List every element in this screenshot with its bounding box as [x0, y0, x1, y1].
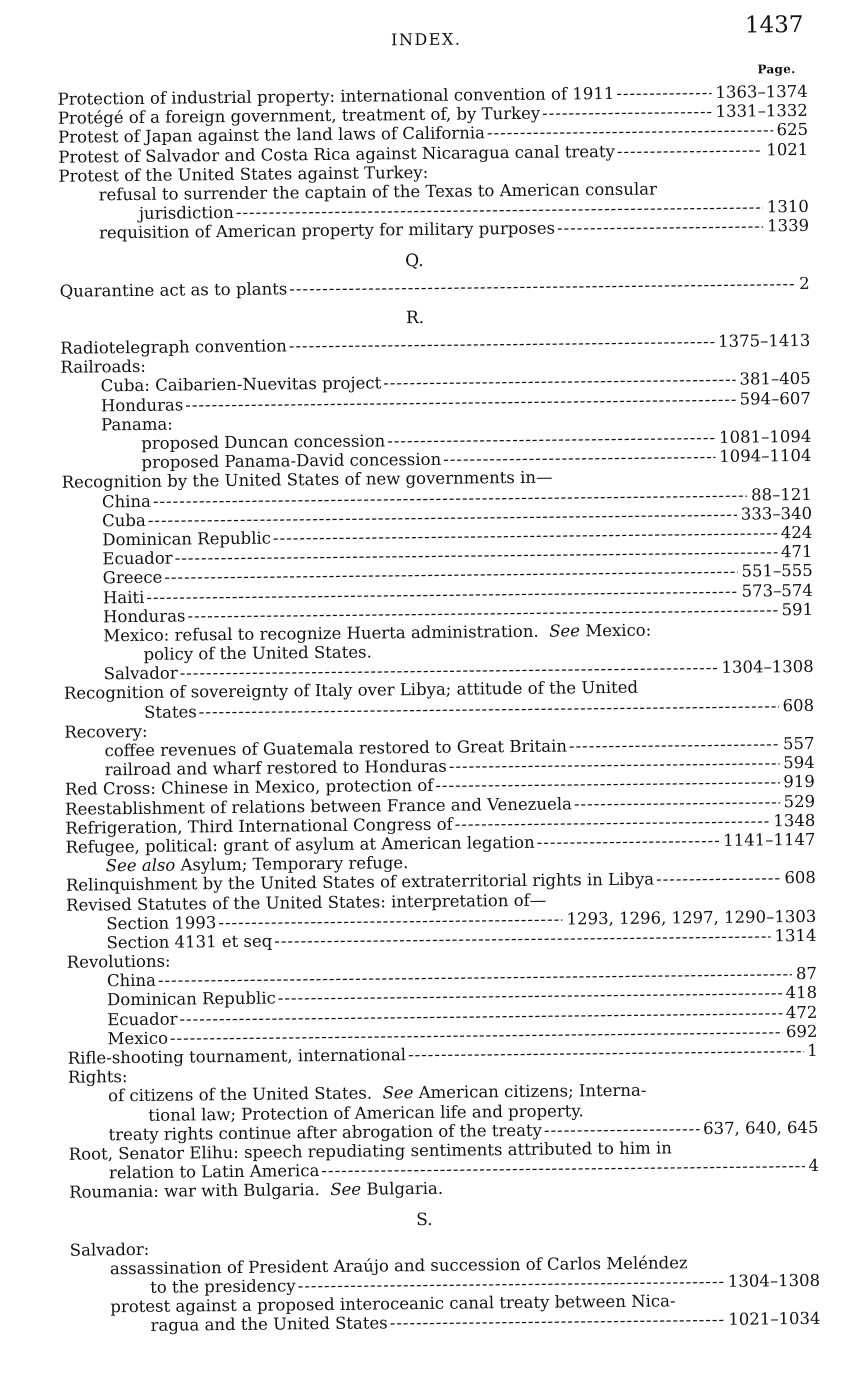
page-reference: 637, 640, 645 [702, 1117, 819, 1138]
entry-text: Ecuador [107, 1009, 178, 1029]
see-reference: See [330, 1179, 362, 1200]
entry-text: Greece [102, 568, 163, 588]
entry-text: Refugee, political: grant of asylum at American legation [65, 832, 535, 857]
page-reference: 1021 [766, 139, 809, 159]
row-filler [688, 1267, 820, 1268]
entry-text: relation to Latin America [108, 1161, 320, 1183]
entry-text: Revolutions: [66, 951, 171, 972]
page-reference: 573–574 [741, 580, 813, 601]
entry-text: Refrigeration, Third International Congress of [65, 814, 453, 838]
entry-text: Dominican Republic [107, 988, 276, 1010]
see-reference: See [549, 621, 581, 641]
page-reference: 87 [795, 964, 817, 984]
entry-text: treaty rights continue after abrogation of the treaty [108, 1120, 543, 1145]
entry-text: Rights: [67, 1067, 128, 1087]
entry-text: States [144, 701, 197, 722]
dot-leader [289, 274, 795, 298]
entry-text: railroad and wharf restored to Honduras [104, 756, 447, 780]
page-reference: 1348 [773, 810, 816, 831]
entry-text: Protection of industrial property: international convention of 1911 [57, 83, 615, 109]
letter-heading-s: S. [416, 1209, 433, 1230]
entry-text: Protégé of a foreign government, treatment of, by Turkey [57, 103, 541, 128]
entry-text: China [101, 491, 151, 511]
entry-text: Haiti [102, 587, 145, 607]
page-reference: 1314 [774, 925, 817, 946]
page-reference: 471 [780, 542, 813, 562]
page-reference: 557 [782, 733, 815, 754]
entry-text: Railroads: [60, 357, 147, 377]
row-filler [672, 1152, 819, 1154]
entry-text: of citizens of the United States. [108, 1083, 373, 1106]
page-reference: 594–607 [739, 388, 811, 409]
entry-text: protest against a proposed interoceanic canal treaty between Nica- [110, 1291, 676, 1317]
letter-heading-q: Q. [405, 250, 424, 271]
page-reference: 418 [785, 983, 818, 1003]
page-reference: 692 [785, 1021, 818, 1041]
entry-text: Dominican Republic [102, 528, 272, 550]
entry-text: Radiotelegraph convention [60, 336, 287, 358]
page-reference: 1293, 1296, 1297, 1290–1303 [566, 906, 817, 929]
page-reference: 529 [783, 791, 816, 811]
entry-text: Rifle-shooting tournament, international [67, 1045, 407, 1068]
page-reference: 1094–1104 [719, 446, 812, 467]
entry-text: policy of the United States. [143, 642, 372, 664]
row-filler [638, 691, 814, 693]
page-reference: 472 [785, 1002, 818, 1022]
entry-text: assassination of President Araújo and succession of Carlos Meléndez [109, 1253, 688, 1279]
see-reference: See also [105, 855, 176, 876]
entry-text: refusal to surrender the captain of the Texas to American consular [98, 179, 658, 205]
page-reference: 1304–1308 [721, 657, 814, 678]
entry-text: proposed Duncan concession [141, 431, 386, 453]
entry-text: Panama: [100, 414, 173, 435]
entry-text: Relinquishment by the United States of extraterritorial rights in Libya [65, 869, 655, 896]
entry-text: Red Cross: Chinese in Mexico, protection of [64, 776, 434, 800]
entry-text: Section 1993 [106, 912, 217, 933]
see-target: American citizens; Interna- [418, 1081, 647, 1103]
section-s-entries [70, 1233, 821, 1337]
see-target: Bulgaria. [366, 1179, 444, 1199]
page-reference: 1081–1094 [718, 426, 812, 447]
page-reference: 333–340 [740, 503, 813, 524]
page-reference: 1304–1308 [727, 1270, 821, 1291]
dot-leader [617, 140, 763, 161]
page-reference: 591 [781, 599, 814, 619]
entry-text: Root, Senator Elihu: speech repudiating sentiments attributed to him in [68, 1138, 672, 1164]
page-reference: 1141–1147 [723, 829, 816, 850]
dot-leader [537, 831, 720, 852]
index-body [58, 82, 821, 1336]
entry-text: ragua and the United States [150, 1313, 388, 1336]
entry-text: Recognition of sovereignty of Italy over Libya; attitude of the United [63, 678, 639, 704]
see-target: Mexico: [585, 620, 652, 641]
entry-text: Protest of Japan against the land laws of California [57, 123, 486, 148]
page-reference: 1375–1413 [717, 330, 811, 351]
page-reference: 551–555 [741, 561, 813, 581]
page-reference: 625 [776, 120, 809, 140]
entry-text: requisition of American property for military purposes [98, 218, 556, 243]
entry-text: Cuba: Caibarien-Nuevitas project [100, 373, 382, 396]
index-entry [60, 274, 810, 301]
entry-text: Mexico [107, 1028, 169, 1049]
entry-text: Protest of the United States against Turkey: [58, 162, 429, 186]
dot-leader [542, 102, 712, 123]
entry-text: Honduras [103, 606, 186, 627]
section-p-entries [58, 82, 810, 243]
running-header-title: INDEX. [390, 29, 462, 50]
page-reference: 2 [799, 273, 810, 293]
page-reference: 1310 [766, 197, 809, 217]
row-filler [657, 193, 809, 195]
entry-text: Reestablishment of relations between France and Venezuela [65, 793, 573, 819]
page-reference: 1 [807, 1040, 818, 1060]
entry-text: Recovery: [64, 721, 148, 742]
entry-text: coffee revenues of Guatemala restored to Great Britain [104, 736, 568, 761]
page-number: 1437 [744, 11, 804, 39]
row-filler [651, 634, 813, 636]
see-reference: See [382, 1083, 414, 1103]
section-r-entries [60, 331, 819, 1202]
entry-text: China [106, 971, 157, 991]
see-target: Asylum; Temporary refuge. [180, 853, 409, 875]
row-filler [443, 1190, 819, 1194]
entry-text: jurisdiction [138, 203, 234, 224]
page-reference: 381–405 [739, 369, 811, 390]
page-reference: 88–121 [751, 484, 812, 505]
entry-text: Quarantine act as to plants [59, 279, 288, 301]
entry-text: Salvador: [69, 1239, 150, 1260]
dot-leader [557, 217, 763, 238]
page-reference: 4 [808, 1155, 819, 1176]
entry-text: Honduras [100, 395, 184, 415]
dot-leader [616, 83, 711, 103]
entry-text: Recognition by the United States of new governments in— [61, 467, 553, 493]
page-reference: 1339 [766, 216, 810, 236]
row-filler [408, 864, 815, 868]
page-reference: 1363–1374 [715, 81, 808, 102]
row-filler [584, 1113, 819, 1115]
page-reference: 608 [782, 695, 815, 715]
row-filler [676, 1305, 821, 1307]
page-reference: 424 [780, 522, 813, 543]
entry-text: Mexico: refusal to recognize Huerta administration. [103, 621, 539, 646]
page-reference: 1331–1332 [715, 101, 808, 122]
page-reference: 919 [783, 772, 815, 792]
entry-text: proposed Panama-David concession [141, 449, 442, 473]
row-filler [553, 480, 812, 483]
dot-leader [443, 447, 715, 469]
entry-text: Roumania: war with Bulgaria. [69, 1180, 320, 1203]
page-reference: 1021–1034 [728, 1309, 821, 1330]
row-filler [546, 902, 816, 905]
entry-text: Protest of Salvador and Costa Rica against Nicaragua canal treaty [58, 141, 615, 167]
dot-leader [574, 792, 780, 813]
letter-heading-r: R. [405, 307, 425, 329]
dot-leader [390, 1310, 725, 1333]
entry-text: Ecuador [102, 548, 173, 569]
entry-text: Salvador [103, 663, 178, 684]
row-filler [428, 174, 808, 178]
entry-text: to the presidency [150, 1276, 296, 1297]
page-column-label: Page. [757, 62, 796, 77]
dot-leader [544, 1119, 699, 1140]
dot-leader [569, 734, 779, 755]
entry-text: tional law; Protection of American life and property. [148, 1100, 584, 1125]
page-reference: 608 [784, 868, 816, 888]
section-q-entries [60, 274, 810, 301]
dot-leader [656, 869, 781, 889]
entry-text: Section 4131 et seq [106, 931, 273, 953]
entry-text: Revised Statutes of the United States: interpretation of— [66, 890, 547, 915]
entry-text: Cuba [102, 510, 146, 531]
row-filler [646, 1094, 818, 1096]
page-reference: 594 [783, 753, 815, 773]
